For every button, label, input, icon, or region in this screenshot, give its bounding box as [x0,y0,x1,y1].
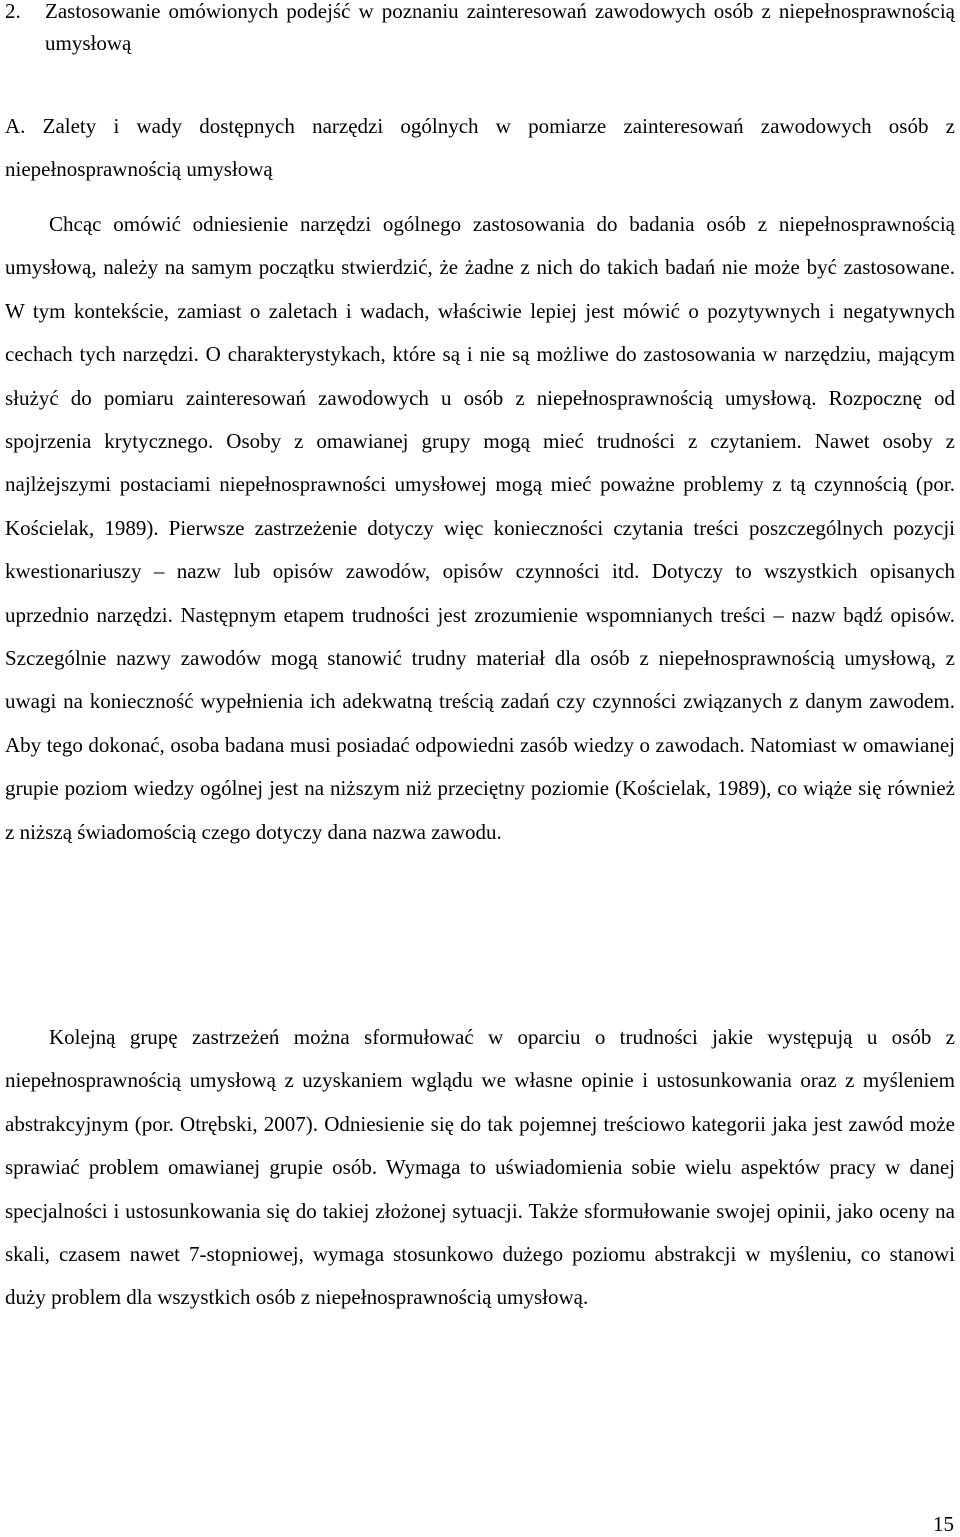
section-heading [5,0,955,59]
subsection-title: A. Zalety i wady dostępnych narzędzi ogólnych w pomiarze zainteresowań zawodowych osób z niepełnosprawnością umysłową [5,114,955,181]
page-number: 15 [933,1512,954,1536]
body-paragraph-2: Kolejną grupę zastrzeżeń można sformułować w oparciu o trudności jakie występują u osób z niepełnosprawnością umysłową z uzyskaniem wglądu we własne opinie i ustosunkowania oraz z myśleniem abstrakcyjnym (por. Otrębski, 2007). Odniesienie się do tak pojemnej treściowo kategorii jaka jest zawód może sprawiać problem omawianej grupie osób. Wymaga to uświadomienia sobie wielu aspektów pracy w danej specjalności i ustosunkowania się do takiej złożonej sytuacji. Także sformułowanie swojej opinii, jako oceny na skali, czasem nawet 7-stopniowej, wymaga stosunkowo dużego poziomu abstrakcji w myśleniu, co stanowi duży problem dla wszystkich osób z niepełnosprawnością umysłową. [5,1025,955,1310]
body-paragraph-1: Chcąc omówić odniesienie narzędzi ogólnego zastosowania do badania osób z niepełnosprawnością umysłową, należy na samym początku stwierdzić, że żadne z nich do takich badań nie może być zastosowane. W tym kontekście, zamiast o zaletach i wadach, właściwie lepiej jest mówić o pozytywnych i negatywnych cechach tych narzędzi. O charakterystykach, które są i nie są możliwe do zastosowania w narzędziu, mającym służyć do pomiaru zainteresowań zawodowych u osób z niepełnosprawnością umysłową. Rozpocznę od spojrzenia krytycznego. Osoby z omawianej grupy mogą mieć trudności z czytaniem. Nawet osoby z najlżejszymi postaciami niepełnosprawności umysłowej mogą mieć poważne problemy z tą czynnością (por. Kościelak, 1989). Pierwsze zastrzeżenie dotyczy więc konieczności czytania treści poszczególnych pozycji kwestionariuszy – nazw lub opisów zawodów, opisów czynności itd. Dotyczy to wszystkich opisanych uprzednio narzędzi. Następnym etapem trudności jest zrozumienie wspomnianych treści – nazw bądź opisów. Szczególnie nazwy zawodów mogą stanowić trudny materiał dla osób z niepełnosprawnością umysłową, z uwagi na konieczność wypełnienia ich adekwatną treścią zadań czy czynności związanych z danym zawodem. Aby tego dokonać, osoba badana musi posiadać odpowiedni zasób wiedzy o zawodach. Natomiast w omawianej grupie poziom wiedzy ogólnej jest na niższym niż przeciętny poziomie (Kościelak, 1989), co wiąże się również z niższą świadomością czego dotyczy dana nazwa zawodu. [5,212,955,844]
section-title: Zastosowanie omówionych podejść w poznaniu zainteresowań zawodowych osób z niepełnosprawnością umysłową [45,0,955,55]
section-number: 2. [5,0,21,23]
